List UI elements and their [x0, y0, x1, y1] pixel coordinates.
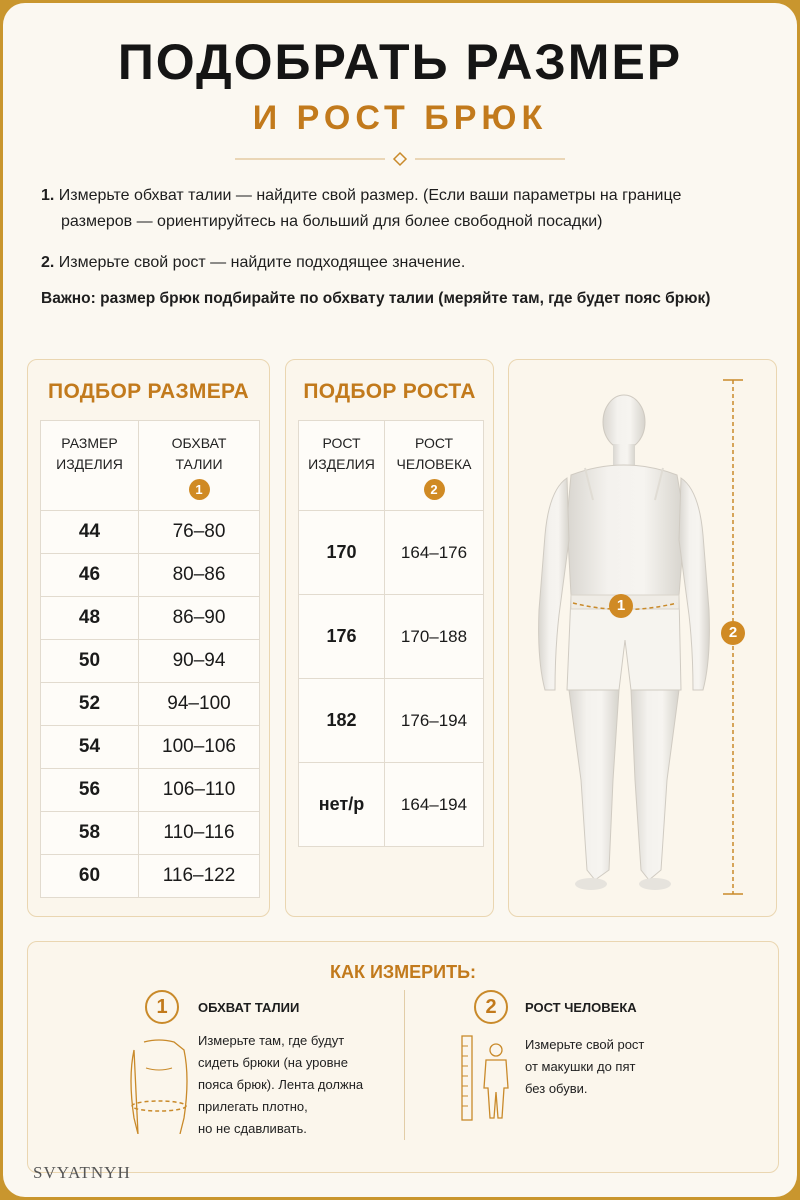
table-row	[299, 679, 484, 763]
brand-logo: SVYATNYH	[33, 1163, 131, 1182]
person-height-column-header: РОСТ ЧЕЛОВЕКА 2	[385, 421, 484, 511]
table-row	[299, 763, 484, 847]
how-to-measure-title: КАК ИЗМЕРИТЬ:	[329, 962, 477, 982]
column-divider	[404, 990, 405, 1140]
height-marker: 2	[721, 621, 745, 645]
table-row	[41, 640, 260, 683]
waist-cell: 76–80	[139, 511, 260, 554]
size-cell: 56	[41, 769, 139, 812]
waist-cell: 90–94	[139, 640, 260, 683]
size-cell: 54	[41, 726, 139, 769]
waist-step-number: 1	[145, 990, 179, 1024]
waist-column-header: ОБХВАТ ТАЛИИ 1	[139, 421, 260, 511]
height-number-badge: 2	[424, 479, 445, 500]
table-row	[41, 683, 260, 726]
height-table-body	[299, 511, 484, 847]
important-note: Важно: размер брюк подбирайте по обхвату талии (меряйте там, где будет пояс брюк)	[41, 290, 711, 307]
body-figure-panel	[508, 359, 777, 917]
table-row	[41, 597, 260, 640]
waist-cell: 116–122	[139, 855, 260, 898]
size-selection-panel	[27, 359, 270, 917]
size-cell: 52	[41, 683, 139, 726]
table-row	[299, 595, 484, 679]
page-frame	[3, 3, 797, 1197]
size-cell: 46	[41, 554, 139, 597]
instruction-step-1: 1. Измерьте обхват талии — найдите свой размер. (Если ваши параметры на границе размеров — ориентируйтесь на больший для более свободной посадки)	[41, 187, 682, 230]
waist-cell: 110–116	[139, 812, 260, 855]
how-to-measure-panel	[27, 941, 779, 1173]
table-row	[41, 554, 260, 597]
waist-cell: 94–100	[139, 683, 260, 726]
size-table	[40, 420, 260, 898]
size-cell: 50	[41, 640, 139, 683]
table-row	[41, 769, 260, 812]
size-cell: 48	[41, 597, 139, 640]
instruction-step-2: 2. Измерьте свой рост — найдите подходящее значение.	[41, 254, 466, 271]
waist-cell: 80–86	[139, 554, 260, 597]
product-height-cell: 176	[299, 595, 385, 679]
size-column-header: РАЗМЕР ИЗДЕЛИЯ	[41, 421, 139, 511]
size-table-title: ПОДБОР РАЗМЕРА	[48, 380, 249, 403]
product-height-cell: 182	[299, 679, 385, 763]
height-selection-panel	[285, 359, 494, 917]
person-height-cell: 170–188	[385, 595, 484, 679]
table-row	[41, 812, 260, 855]
height-table	[298, 420, 484, 847]
size-cell: 58	[41, 812, 139, 855]
waist-step-heading: ОБХВАТ ТАЛИИ	[198, 1000, 300, 1015]
size-cell: 60	[41, 855, 139, 898]
waist-torso-icon	[124, 1038, 194, 1134]
ornament-divider	[235, 151, 565, 167]
person-height-cell: 164–194	[385, 763, 484, 847]
waist-cell: 106–110	[139, 769, 260, 812]
table-row	[41, 855, 260, 898]
table-row	[41, 511, 260, 554]
page-title: ПОДОБРАТЬ РАЗМЕР	[117, 34, 683, 90]
waist-number-badge: 1	[189, 479, 210, 500]
height-step-heading: РОСТ ЧЕЛОВЕКА	[525, 1000, 637, 1015]
product-height-cell: нет/р	[299, 763, 385, 847]
person-height-cell: 176–194	[385, 679, 484, 763]
height-step-description: Измерьте свой рост от макушки до пят без обуви.	[525, 1037, 645, 1096]
waist-cell: 86–90	[139, 597, 260, 640]
waist-cell: 100–106	[139, 726, 260, 769]
product-height-cell: 170	[299, 511, 385, 595]
height-table-title: ПОДБОР РОСТА	[303, 380, 476, 403]
page-subtitle: И РОСТ БРЮК	[252, 99, 548, 137]
height-step-number: 2	[474, 990, 508, 1024]
waist-marker: 1	[609, 594, 633, 618]
table-row	[299, 511, 484, 595]
height-ruler-person-icon	[460, 1034, 516, 1122]
product-height-column-header: РОСТ ИЗДЕЛИЯ	[299, 421, 385, 511]
waist-step-description: Измерьте там, где будут сидеть брюки (на уровне пояса брюк). Лента должна прилегать плотно, но не сдавливать.	[198, 1033, 364, 1136]
size-table-body	[41, 511, 260, 898]
person-height-cell: 164–176	[385, 511, 484, 595]
size-cell: 44	[41, 511, 139, 554]
table-row	[41, 726, 260, 769]
